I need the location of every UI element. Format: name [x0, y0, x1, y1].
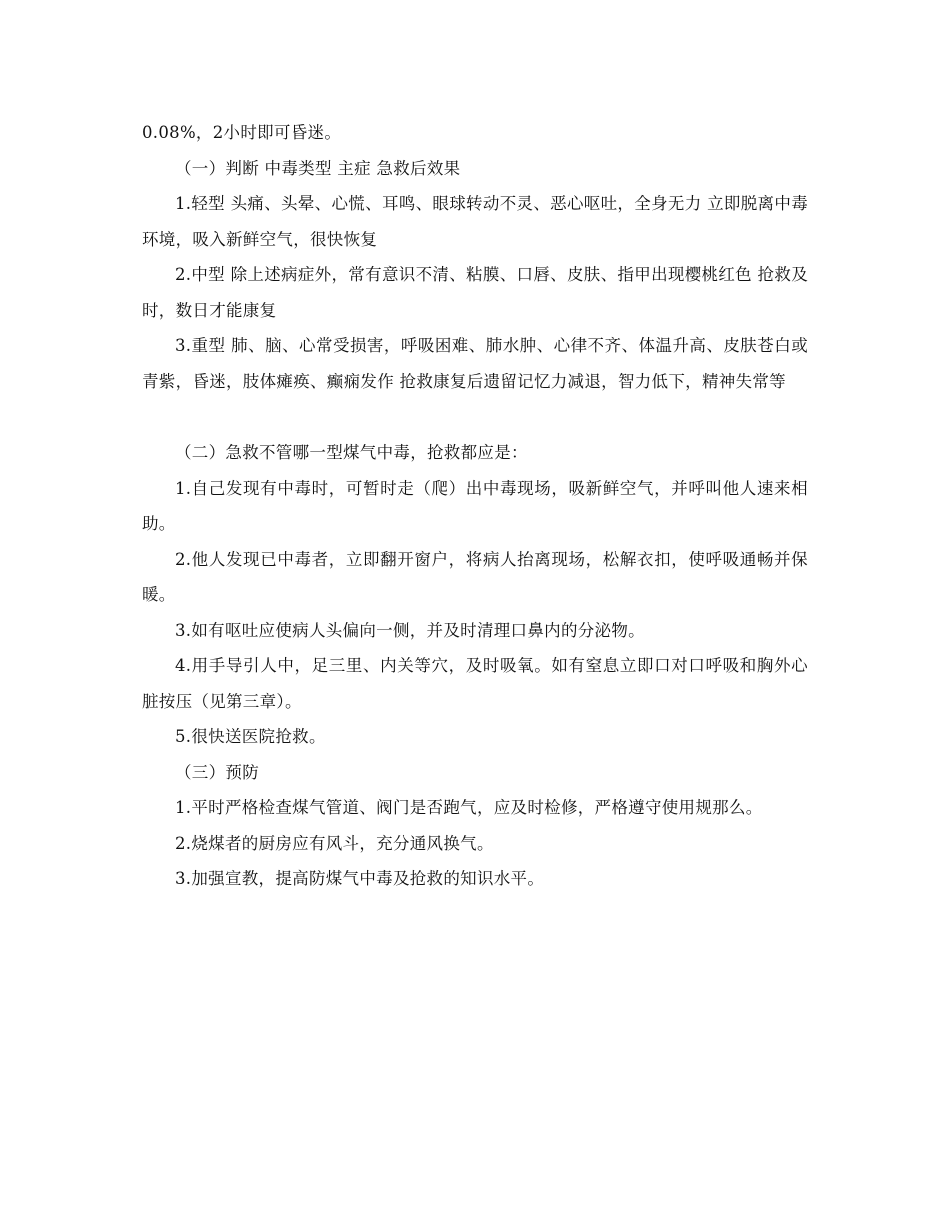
list-item-first-aid-3: 3.如有呕吐应使病人头偏向一侧，并及时清理口鼻内的分泌物。 [175, 620, 645, 640]
list-item-moderate: 2.中型 除上述病症外，常有意识不清、粘膜、口唇、皮肤、指甲出现樱桃红色 抢救及时，数日才能康复 [142, 265, 808, 320]
list-item-prevention-1: 1.平时严格检查煤气管道、阀门是否跑气，应及时检修，严格遵守使用规那么。 [175, 798, 763, 817]
paragraph-intro: 0.08%，2小时即可昏迷。 [142, 123, 342, 142]
list-item-mild: 1.轻型 头痛、头晕、心慌、耳鸣、眼球转动不灵、恶心呕吐，全身无力 立即脱离中毒环境，吸入新鲜空气，很快恢复 [142, 194, 808, 249]
section-heading-first-aid: （二）急救不管哪一型煤气中毒，抢救都应是： [175, 443, 528, 462]
list-item-prevention-2: 2.烧煤者的厨房应有风斗，充分通风换气。 [175, 833, 494, 853]
list-item-severe: 3.重型 肺、脑、心常受损害，呼吸困难、肺水肿、心律不齐、体温升高、皮肤苍白或青紫，昏迷，肢体瘫痪、癫痫发作 抢救康复后遗留记忆力减退，智力低下，精神失常等 [142, 336, 808, 391]
paragraph-gap [142, 399, 808, 435]
list-item-first-aid-5: 5.很快送医院抢救。 [175, 727, 326, 746]
section-heading-prevention: （三）预防 [175, 762, 259, 782]
list-item-first-aid-1: 1.自己发现有中毒时，可暂时走（爬）出中毒现场，吸新鲜空气，并呼叫他人速来相助。 [142, 478, 808, 533]
section-heading-judgement: （一）判断 中毒类型 主症 急救后效果 [175, 158, 461, 178]
list-item-first-aid-4: 4.用手导引人中，足三里、内关等穴，及时吸氧。如有窒息立即口对口呼吸和胸外心脏按压（见第三章）。 [142, 656, 808, 711]
document-body [142, 115, 808, 897]
list-item-prevention-3: 3.加强宣教，提高防煤气中毒及抢救的知识水平。 [175, 869, 545, 888]
list-item-first-aid-2: 2.他人发现已中毒者，立即翻开窗户，将病人抬离现场，松解衣扣，使呼吸通畅并保暖。 [142, 549, 808, 604]
